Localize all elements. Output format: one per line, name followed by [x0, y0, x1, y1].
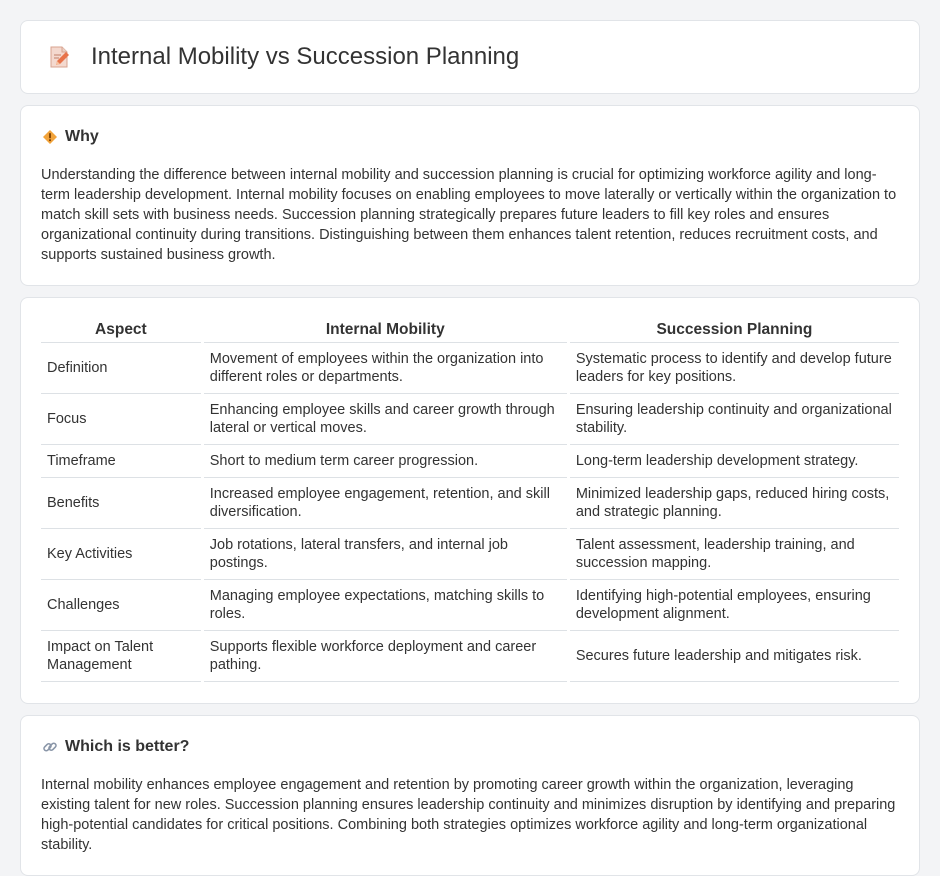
row-succession-planning: Ensuring leadership continuity and organizational stability. [570, 394, 899, 445]
row-internal-mobility: Short to medium term career progression. [204, 445, 567, 478]
table-row [41, 478, 899, 529]
table-row [41, 631, 899, 682]
row-internal-mobility: Supports flexible workforce deployment and career pathing. [204, 631, 567, 682]
page-title: Internal Mobility vs Succession Planning [91, 43, 520, 70]
row-aspect: Timeframe [41, 445, 201, 478]
why-heading [41, 128, 899, 146]
better-heading-text: Which is better? [65, 738, 190, 755]
row-internal-mobility: Increased employee engagement, retention, and skill diversification. [204, 478, 567, 529]
row-aspect: Key Activities [41, 529, 201, 580]
title-card [20, 20, 920, 94]
row-internal-mobility: Enhancing employee skills and career growth through lateral or vertical moves. [204, 394, 567, 445]
row-internal-mobility: Managing employee expectations, matching skills to roles. [204, 580, 567, 631]
row-internal-mobility: Movement of employees within the organization into different roles or departments. [204, 343, 567, 394]
header-aspect: Aspect [41, 317, 201, 343]
which-is-better-section [20, 715, 920, 876]
table-row [41, 343, 899, 394]
table-row [41, 445, 899, 478]
diamond-warning-icon [41, 128, 59, 146]
header-succession-planning: Succession Planning [570, 317, 899, 343]
better-paragraph: Internal mobility enhances employee engagement and retention by promoting career growth within the organization, leveraging existing talent for new roles. Succession planning ensures leadership continuity and minimizes disruption by identifying and preparing high-potential candidates for critical positions. Combining both strategies optimizes workforce agility and long-term organizational stability. [41, 777, 896, 853]
better-heading [41, 738, 899, 756]
row-aspect: Impact on Talent Management [41, 631, 201, 682]
table-row [41, 394, 899, 445]
row-succession-planning: Identifying high-potential employees, ensuring development alignment. [570, 580, 899, 631]
document-pencil-icon [45, 43, 73, 71]
row-internal-mobility: Job rotations, lateral transfers, and internal job postings. [204, 529, 567, 580]
header-internal-mobility: Internal Mobility [204, 317, 567, 343]
row-aspect: Focus [41, 394, 201, 445]
row-succession-planning: Minimized leadership gaps, reduced hiring costs, and strategic planning. [570, 478, 899, 529]
row-succession-planning: Talent assessment, leadership training, and succession mapping. [570, 529, 899, 580]
row-aspect: Definition [41, 343, 201, 394]
table-row [41, 529, 899, 580]
why-paragraph: Understanding the difference between internal mobility and succession planning is crucial for optimizing workforce agility and long-term leadership development. Internal mobility focuses on enabling employees to move laterally or vertically within the organization to match skill sets with business needs. Succession planning strategically prepares future leaders to fill key roles and ensures organizational continuity during transitions. Distinguishing between them enhances talent retention, reduces recruitment costs, and supports sustained business growth. [41, 167, 897, 263]
link-icon [41, 738, 59, 756]
comparison-card [20, 297, 920, 704]
row-succession-planning: Systematic process to identify and develop future leaders for key positions. [570, 343, 899, 394]
row-aspect: Benefits [41, 478, 201, 529]
table-row [41, 580, 899, 631]
row-succession-planning: Long-term leadership development strategy. [570, 445, 899, 478]
row-succession-planning: Secures future leadership and mitigates risk. [570, 631, 899, 682]
comparison-table [38, 317, 902, 682]
table-header-row [41, 317, 899, 343]
row-aspect: Challenges [41, 580, 201, 631]
why-heading-text: Why [65, 128, 99, 145]
why-section [20, 105, 920, 286]
